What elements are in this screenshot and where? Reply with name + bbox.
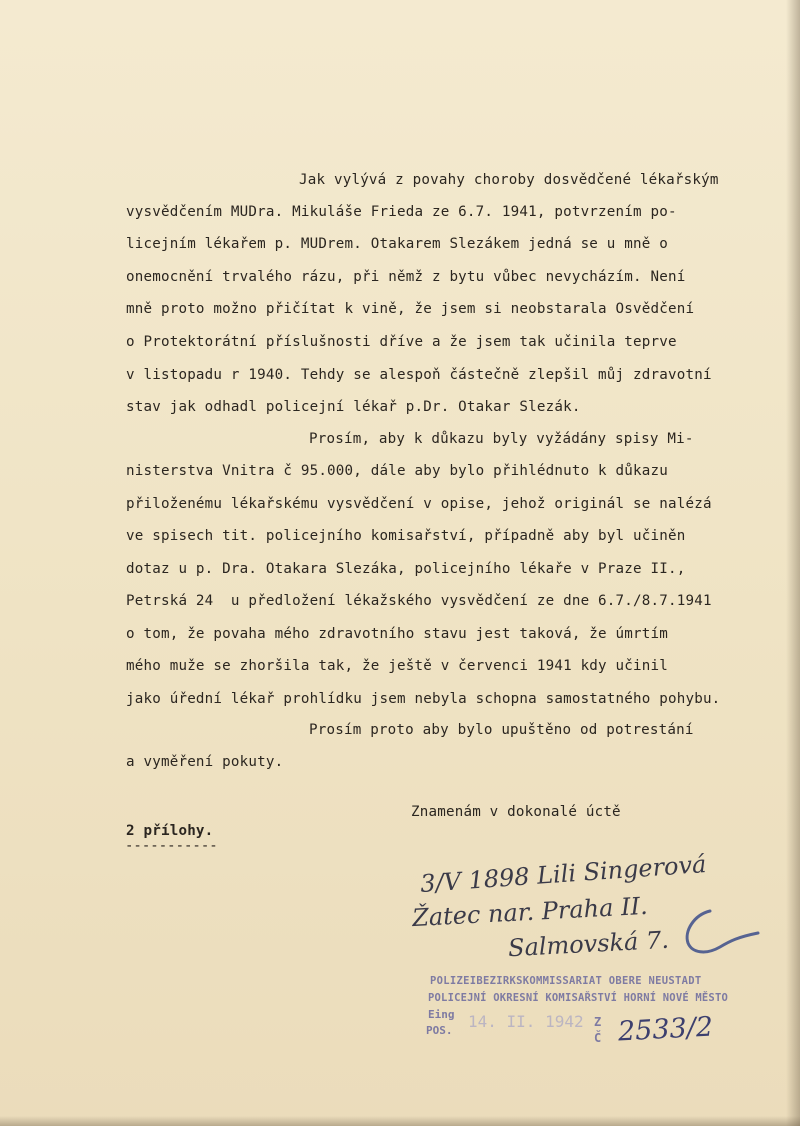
letter-line: jako úřední lékař prohlídku jsem nebyla schopna samostatného pohybu. (126, 691, 721, 707)
attachments-note: 2 přílohy. (126, 823, 214, 839)
stamp-header-german: POLIZEIBEZIRKSKOMMISSARIAT OBERE NEUSTADT (430, 975, 702, 987)
letter-line: o tom, že povaha mého zdravotního stavu jest taková, že úmrtím (126, 626, 668, 642)
stamp-label-pos: POS. (426, 1024, 453, 1037)
letter-line: o Protektorátní příslušnosti dříve a že jsem tak učinila teprve (126, 334, 677, 350)
stamp-label-z: Z (594, 1015, 602, 1029)
stamp-date: 14. II. 1942 (468, 1012, 584, 1031)
letter-line: přiloženému lékařskému vysvědčení v opise, jehož originál se nalézá (126, 496, 712, 512)
letter-line: ve spisech tit. policejního komisařství, případně aby byl učiněn (126, 528, 686, 544)
letter-line: dotaz u p. Dra. Otakara Slezáka, policejního lékaře v Praze II., (126, 561, 686, 577)
letter-line: mého muže se zhoršila tak, že ještě v červenci 1941 kdy učinil (126, 658, 668, 674)
letter-line: a vyměření pokuty. (126, 754, 284, 770)
signature-line: 3/V 1898 Lili Singerová (419, 850, 708, 898)
stamp-label-c: Č (594, 1031, 602, 1045)
letter-line: vysvědčením MUDra. Mikuláše Frieda ze 6.7. 1941, potvrzením po- (126, 204, 677, 220)
letter-line: Petrská 24 u předložení lékažského vysvědčení ze dne 6.7./8.7.1941 (126, 593, 712, 609)
closing-formula: Znamenám v dokonalé úctě (411, 804, 621, 820)
letter-line: mně proto možno přičítat k vině, že jsem si neobstarala Osvědčení (126, 301, 695, 317)
birthplace-line: Žatec nar. Praha II. (411, 891, 649, 933)
letter-line: Jak vylývá z povahy choroby dosvědčené lékařským (299, 172, 719, 188)
registry-number: 2533/2 (617, 1011, 714, 1048)
stamp-label-eing: Eing (428, 1008, 455, 1021)
attachments-underline: ----------- (125, 838, 218, 854)
letter-line: v listopadu r 1940. Tehdy se alespoň částečně zlepšil můj zdravotní (126, 367, 712, 383)
letter-line: Prosím, aby k důkazu byly vyžádány spisy Mi- (309, 431, 694, 447)
letter-line: stav jak odhadl policejní lékař p.Dr. Otakar Slezák. (126, 399, 581, 415)
address-line: Salmovská 7. (507, 925, 670, 963)
letter-line: nisterstva Vnitra č 95.000, dále aby bylo přihlédnuto k důkazu (126, 463, 668, 479)
pencil-mark-icon (680, 903, 770, 963)
page-edge-shadow (786, 0, 800, 1126)
page-bottom-shadow (0, 1116, 800, 1126)
letter-line: licejním lékařem p. MUDrem. Otakarem Slezákem jedná se u mně o (126, 236, 668, 252)
stamp-header-czech: POLICEJNÍ OKRESNÍ KOMISAŘSTVÍ HORNÍ NOVÉ MĚSTO (428, 992, 728, 1004)
letter-line: Prosím proto aby bylo upuštěno od potrestání (309, 722, 694, 738)
letter-line: onemocnění trvalého rázu, při němž z bytu vůbec nevycházím. Není (126, 269, 686, 285)
